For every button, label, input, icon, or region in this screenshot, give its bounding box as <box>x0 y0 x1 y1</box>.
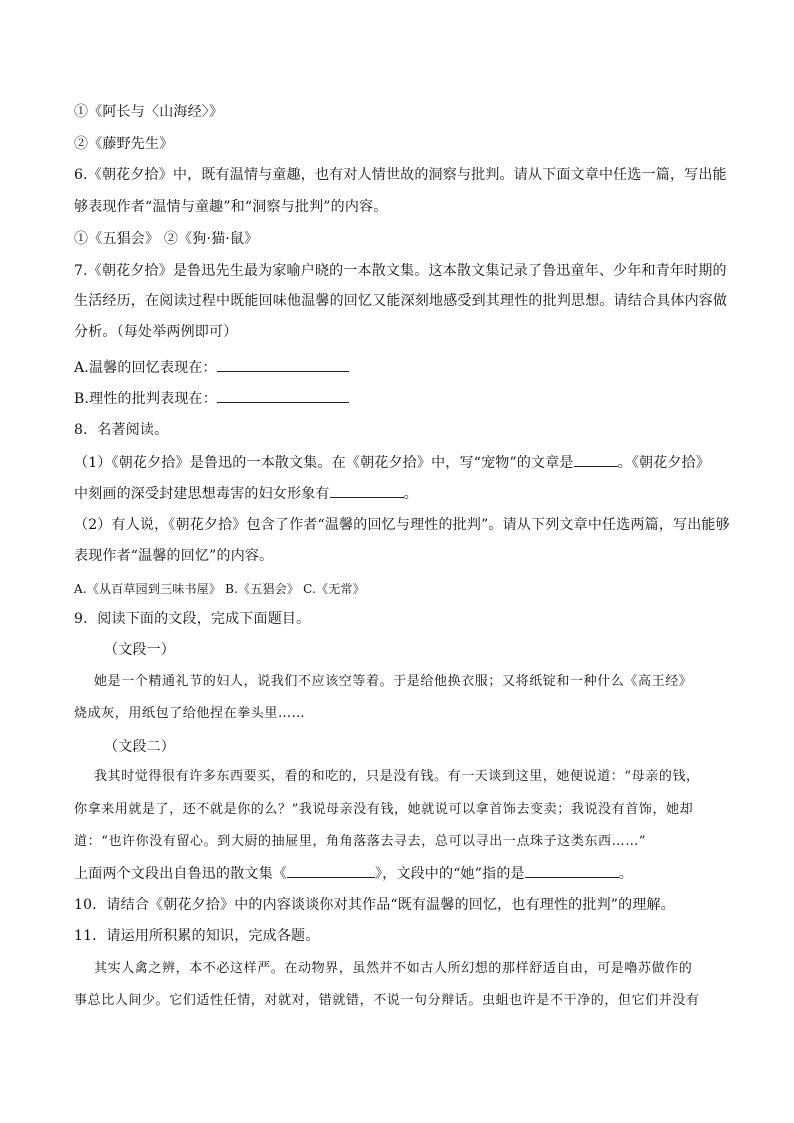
answer-blank[interactable] <box>287 863 375 878</box>
answer-blank[interactable] <box>330 483 404 498</box>
question-6: 6.《朝花夕拾》中，既有温情与童趣，也有对人情世故的洞察与批判。请从下面文章中任选一篇，写出能 <box>74 167 727 183</box>
passage-text: 事总比人间少。它们适性任情，对就对，错就错，不说一句分辩话。虫蛆也许是不干净的，但它们并没有 <box>74 993 700 1008</box>
answer-blank[interactable] <box>525 863 619 878</box>
text-segment: 中刻画的深受封建思想毒害的妇女形象有 <box>74 486 330 502</box>
answer-blank[interactable] <box>574 452 618 467</box>
question-7: 7.《朝花夕拾》是鲁迅先生最为家喻户晓的一本散文集。这本散文集记录了鲁迅童年、少年和青年时期的 <box>74 263 727 279</box>
text-line: （2）有人说，《朝花夕拾》包含了作者“温馨的回忆与理性的批判”。请从下列文章中任选两篇，写出能够 <box>74 517 730 533</box>
passage-text: 其实人禽之辨，本不必这样严。在动物界，虽然并不如古人所幻想的那样舒适自由，可是嚕苏做作的 <box>94 961 693 976</box>
passage-text: 烧成灰，用纸包了给他捏在拳头里…… <box>74 706 306 721</box>
passage-text: 你拿来用就是了，还不就是你的么？”我说母亲没有钱，她就说可以拿首饰去变卖；我说没有首饰，她却 <box>74 802 694 817</box>
passage-text: 我其时觉得很有许多东西要买，看的和吃的，只是没有钱。有一天谈到这里，她便说道：“母亲的钱， <box>94 769 700 784</box>
text-line <box>74 863 633 884</box>
text-line: 表现作者“温馨的回忆”的内容。 <box>74 548 274 564</box>
text-line: 生活经历，在阅读过程中既能回味他温馨的回忆又能深刻地感受到其理性的批判思想。请结合具体内容做 <box>74 293 728 309</box>
options-line: A.《从百草园到三味书屋》 B.《五猖会》 C.《无常》 <box>74 582 365 596</box>
passage-label: （文段二） <box>104 739 175 755</box>
question-8: 8．名著阅读。 <box>74 422 169 438</box>
passage-text: 道：“也许你没有留心。到大厨的抽屉里，角角落落去寻去，总可以寻出一点珠子这类东西……” <box>74 834 647 849</box>
answer-blank[interactable] <box>217 357 349 372</box>
text-line: 分析。（每处举两例即可） <box>74 324 238 340</box>
question-11: 11．请运用所积累的知识，完成各题。 <box>74 928 320 944</box>
passage-text: 她是一个精通礼节的妇人，说我们不应该空等着。于是给他换衣服；又将纸锭和一种什么《高王经》 <box>94 674 693 689</box>
text-segment: 上面两个文段出自鲁迅的散文集《 <box>74 866 287 882</box>
text-line: ①《五猖会》 ②《狗·猫·鼠》 <box>74 231 259 247</box>
text-segment: 。《朝花夕拾》 <box>617 455 711 471</box>
text-segment: 。 <box>403 486 418 502</box>
answer-line-a <box>74 357 349 378</box>
passage-label: （文段一） <box>104 642 175 658</box>
answer-line-b <box>74 388 349 409</box>
text-line <box>74 483 418 504</box>
answer-label: B.理性的批判表现在： <box>74 391 217 407</box>
text-segment: 》，文段中的“她”指的是 <box>375 866 525 882</box>
text-line: ②《藤野先生》 <box>74 136 174 152</box>
question-9: 9．阅读下面的文段，完成下面题目。 <box>74 611 311 627</box>
question-10: 10．请结合《朝花夕拾》中的内容谈谈你对其作品“既有温馨的回忆，也有理性的批判”的理解。 <box>74 897 675 913</box>
text-line: 够表现作者“温情与童趣”和“洞察与批判”的内容。 <box>74 199 388 215</box>
text-segment: 。 <box>618 866 633 882</box>
answer-label: A.温馨的回忆表现在： <box>74 360 217 376</box>
answer-blank[interactable] <box>217 388 349 403</box>
text-segment: （1）《朝花夕拾》是鲁迅的一本散文集。在《朝花夕拾》中，写“宠物”的文章是 <box>74 455 574 471</box>
text-line: ①《阿长与〈山海经〉》 <box>74 104 224 120</box>
text-line <box>74 452 710 473</box>
